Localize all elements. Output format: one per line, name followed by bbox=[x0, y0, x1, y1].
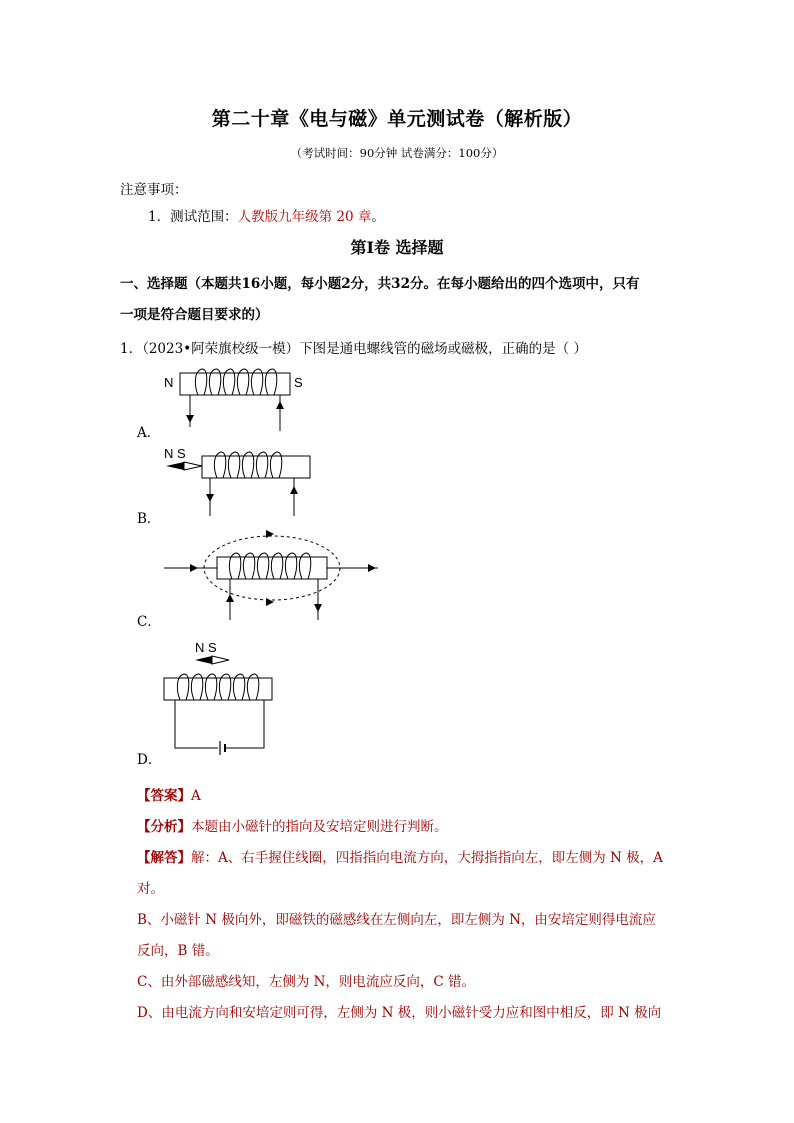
section-title: 第Ⅰ卷 选择题 bbox=[350, 238, 444, 257]
option-d-label: D． bbox=[137, 752, 162, 768]
analysis-label: 【分析】 bbox=[137, 819, 191, 835]
notice-item-suffix: 。 bbox=[371, 209, 385, 225]
figure-b-needle-label: N S bbox=[164, 446, 186, 461]
page-title: 第二十章《电与磁》单元测试卷（解析版） bbox=[211, 108, 583, 130]
solution-label: 【解答】 bbox=[137, 850, 191, 866]
figure-d-solenoid bbox=[160, 640, 280, 755]
solution-b-line-2: 反向，B 错。 bbox=[137, 943, 219, 959]
figure-d-needle-label: N S bbox=[195, 640, 217, 655]
option-a-label: A． bbox=[137, 425, 161, 441]
solution-line-1 bbox=[137, 846, 663, 866]
notice-item-scope: 人教版九年级第 20 章 bbox=[237, 209, 372, 225]
notice-item-prefix: 1．测试范围： bbox=[148, 209, 238, 225]
solution-d-line: D、由电流方向和安培定则可得，左侧为 N 极，则小磁针受力应和图中相反，即 N 极向 bbox=[137, 1005, 662, 1021]
figure-a-solenoid bbox=[150, 365, 320, 435]
figure-c-solenoid bbox=[160, 530, 385, 625]
solution-text-1: 解：A、右手握住线圈，四指指向电流方向，大拇指指向左，即左侧为 N 极，A bbox=[191, 850, 663, 866]
notice-item bbox=[148, 205, 385, 225]
exam-info: （考试时间：90分钟 试卷满分：100分） bbox=[290, 146, 504, 160]
answer-value: A bbox=[191, 788, 201, 804]
option-b-label: B． bbox=[137, 511, 161, 527]
solution-line-2: 对。 bbox=[137, 881, 164, 897]
question-stem: 1．（2023•阿荣旗校级一模）下图是通电螺线管的磁场或磁极，正确的是（ ） bbox=[120, 341, 587, 357]
section-instructions-line2: 一项是符合题目要求的） bbox=[120, 307, 269, 323]
answer-line bbox=[137, 784, 201, 804]
answer-label: 【答案】 bbox=[137, 788, 191, 804]
analysis-text: 本题由小磁针的指向及安培定则进行判断。 bbox=[191, 819, 448, 835]
figure-a-s-label: S bbox=[294, 375, 303, 390]
solution-b-line-1: B、小磁针 N 极向外，即磁铁的磁感线在左侧向左，即左侧为 N，由安培定则得电流应 bbox=[137, 912, 656, 928]
section-instructions-line1: 一、选择题（本题共16小题，每小题2分，共32分。在每小题给出的四个选项中，只有 bbox=[120, 276, 640, 292]
notice-heading: 注意事项： bbox=[120, 182, 188, 198]
solution-c-line: C、由外部磁感线知，左侧为 N，则电流应反向，C 错。 bbox=[137, 974, 476, 990]
figure-b-solenoid bbox=[162, 446, 322, 521]
analysis-line bbox=[137, 815, 448, 835]
option-c-label: C． bbox=[137, 614, 161, 630]
figure-a-n-label: N bbox=[164, 375, 174, 390]
